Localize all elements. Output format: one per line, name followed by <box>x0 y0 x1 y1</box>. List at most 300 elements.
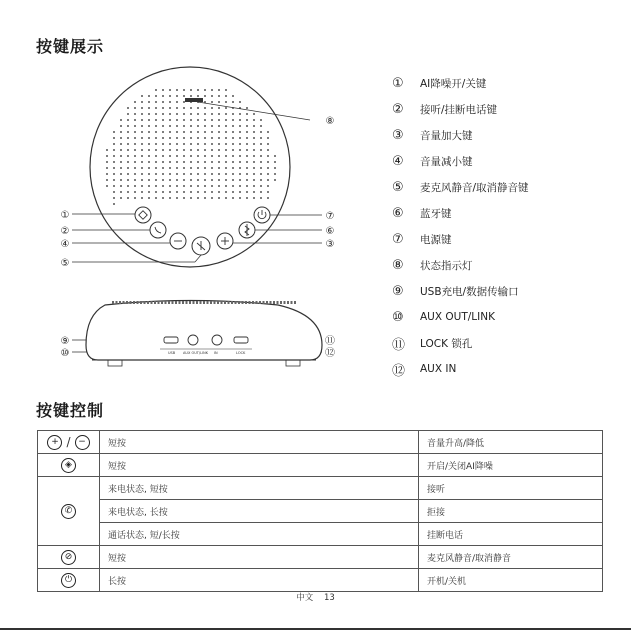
grille-dot <box>155 173 157 175</box>
grille-dot <box>204 197 206 199</box>
grille-dot <box>232 155 234 157</box>
grille-dot <box>120 185 122 187</box>
legend-item <box>392 278 622 304</box>
side-grille-dot <box>137 301 139 304</box>
legend-text: 状态指示灯 <box>420 259 473 272</box>
grille-dot <box>120 143 122 145</box>
legend-number: ④ <box>392 153 404 169</box>
phone-button <box>150 222 166 238</box>
grille-dot <box>260 143 262 145</box>
grille-dot <box>204 173 206 175</box>
grille-dot <box>246 161 248 163</box>
grille-dot <box>183 125 185 127</box>
callout-3: ③ <box>325 239 335 250</box>
grille-dot <box>274 155 276 157</box>
grille-dot <box>134 197 136 199</box>
grille-dot <box>148 143 150 145</box>
legend-text: 电源键 <box>420 233 452 246</box>
grille-dot <box>225 149 227 151</box>
grille-dot <box>190 131 192 133</box>
grille-dot <box>225 173 227 175</box>
grille-dot <box>218 179 220 181</box>
table-cell-condition: 长按 <box>100 569 419 592</box>
grille-dot <box>253 119 255 121</box>
grille-dot <box>127 119 129 121</box>
grille-dot <box>225 95 227 97</box>
grille-dot <box>239 155 241 157</box>
grille-dot <box>218 191 220 193</box>
grille-dot <box>239 197 241 199</box>
grille-dot <box>127 137 129 139</box>
table-row <box>38 454 603 477</box>
grille-dot <box>169 179 171 181</box>
grille-dot <box>162 155 164 157</box>
grille-dot <box>204 119 206 121</box>
grille-dot <box>120 173 122 175</box>
grille-dot <box>169 149 171 151</box>
grille-dot <box>197 125 199 127</box>
grille-dot <box>148 185 150 187</box>
legend-text: AI降噪开/关键 <box>420 77 487 90</box>
side-grille-dot <box>256 301 258 304</box>
grille-dot <box>134 155 136 157</box>
grille-dot <box>211 89 213 91</box>
grille-dot <box>127 161 129 163</box>
legend-number: ⑥ <box>392 205 404 221</box>
grille-dot <box>197 197 199 199</box>
grille-dot <box>204 191 206 193</box>
grille-dot <box>211 161 213 163</box>
grille-dot <box>197 89 199 91</box>
grille-dot <box>239 185 241 187</box>
callout-4: ④ <box>60 239 70 250</box>
grille-dot <box>225 119 227 121</box>
grille-dot <box>162 95 164 97</box>
grille-dot <box>246 191 248 193</box>
grille-dot <box>232 137 234 139</box>
callout-9: ⑨ <box>60 336 70 347</box>
grille-dot <box>183 179 185 181</box>
table-cell-result: 开机/关机 <box>419 569 603 592</box>
table-row <box>38 523 603 546</box>
aux-out-port <box>188 335 198 345</box>
grille-dot <box>204 131 206 133</box>
grille-dot <box>134 185 136 187</box>
grille-dot <box>190 107 192 109</box>
side-grille-dot <box>270 301 272 304</box>
grille-dot <box>176 131 178 133</box>
grille-dot <box>204 149 206 151</box>
legend-number: ⑨ <box>392 283 404 299</box>
grille-dot <box>190 173 192 175</box>
table-cell-condition: 短按 <box>100 431 419 454</box>
grille-dot <box>246 185 248 187</box>
grille-dot <box>141 143 143 145</box>
grille-dot <box>218 155 220 157</box>
grille-dot <box>148 191 150 193</box>
grille-dot <box>225 137 227 139</box>
grille-dot <box>267 185 269 187</box>
grille-dot <box>169 101 171 103</box>
grille-dot <box>183 155 185 157</box>
side-grille-dot <box>144 301 146 304</box>
grille-dot <box>246 137 248 139</box>
grille-dot <box>183 149 185 151</box>
grille-dot <box>183 197 185 199</box>
grille-dot <box>225 113 227 115</box>
volume-down-icon: − <box>75 435 90 450</box>
section-title-display: 按键展示 <box>36 37 105 56</box>
grille-dot <box>106 173 108 175</box>
table-row <box>38 546 603 569</box>
grille-dot <box>106 155 108 157</box>
grille-dot <box>253 173 255 175</box>
grille-dot <box>113 203 115 205</box>
side-grille-dot <box>179 301 181 304</box>
grille-dot <box>260 149 262 151</box>
grille-dot <box>169 131 171 133</box>
grille-dot <box>113 161 115 163</box>
side-grille-dot <box>207 301 209 304</box>
grille-dot <box>218 113 220 115</box>
side-grille-dot <box>259 301 261 304</box>
grille-dot <box>155 185 157 187</box>
grille-dot <box>134 113 136 115</box>
grille-dot <box>218 89 220 91</box>
grille-dot <box>113 185 115 187</box>
grille-dot <box>176 143 178 145</box>
grille-dot <box>232 167 234 169</box>
table-row <box>38 500 603 523</box>
grille-dot <box>253 143 255 145</box>
grille-dot <box>141 185 143 187</box>
grille-dot <box>225 179 227 181</box>
grille-dot <box>190 137 192 139</box>
grille-dot <box>155 95 157 97</box>
grille-dot <box>169 107 171 109</box>
grille-dot <box>204 137 206 139</box>
grille-dot <box>190 149 192 151</box>
callout-8: ⑧ <box>325 116 335 127</box>
grille-dot <box>141 197 143 199</box>
grille-dot <box>197 161 199 163</box>
grille-dot <box>183 167 185 169</box>
legend-number: ⑫ <box>392 363 406 379</box>
grille-dot <box>211 143 213 145</box>
grille-dot <box>162 107 164 109</box>
side-grille-dot <box>196 301 198 304</box>
grille-dot <box>253 167 255 169</box>
grille-dot <box>239 149 241 151</box>
grille-dot <box>183 119 185 121</box>
grille-dot <box>169 185 171 187</box>
legend-item <box>392 200 622 226</box>
grille-dot <box>113 149 115 151</box>
callout-1: ① <box>60 210 70 221</box>
grille-dot <box>120 119 122 121</box>
grille-dot <box>218 173 220 175</box>
grille-dot <box>218 167 220 169</box>
grille-dot <box>246 131 248 133</box>
grille-dot <box>267 197 269 199</box>
grille-dot <box>127 131 129 133</box>
grille-dot <box>211 191 213 193</box>
grille-dot <box>246 107 248 109</box>
grille-dot <box>246 113 248 115</box>
side-grille-dot <box>133 301 135 304</box>
grille-dot <box>260 191 262 193</box>
table-row <box>38 477 603 500</box>
grille-dot <box>253 137 255 139</box>
table-icon-cell <box>38 454 100 477</box>
callout-6: ⑥ <box>325 226 335 237</box>
grille-dot <box>183 101 185 103</box>
grille-dot <box>134 101 136 103</box>
grille-dot <box>274 161 276 163</box>
callout-5: ⑤ <box>60 258 70 269</box>
grille-dot <box>190 161 192 163</box>
callout-2: ② <box>60 226 70 237</box>
grille-dot <box>204 185 206 187</box>
grille-dot <box>197 173 199 175</box>
table-cell-condition: 短按 <box>100 454 419 477</box>
grille-dot <box>218 197 220 199</box>
grille-dot <box>148 119 150 121</box>
grille-dot <box>134 131 136 133</box>
grille-dot <box>148 137 150 139</box>
grille-dot <box>162 125 164 127</box>
grille-dot <box>134 161 136 163</box>
grille-dot <box>260 197 262 199</box>
grille-dot <box>253 131 255 133</box>
grille-dot <box>232 95 234 97</box>
grille-dot <box>232 113 234 115</box>
grille-dot <box>211 125 213 127</box>
grille-dot <box>197 131 199 133</box>
side-grille-dot <box>182 301 184 304</box>
grille-dot <box>239 125 241 127</box>
grille-dot <box>225 161 227 163</box>
grille-dot <box>106 149 108 151</box>
ai-noise-icon: ◈ <box>61 458 76 473</box>
grille-dot <box>134 137 136 139</box>
side-grille-dot <box>294 301 296 304</box>
grille-dot <box>162 161 164 163</box>
grille-dot <box>260 185 262 187</box>
side-grille-dot <box>217 301 219 304</box>
side-grille-dot <box>203 301 205 304</box>
grille-dot <box>246 149 248 151</box>
grille-dot <box>204 113 206 115</box>
grille-dot <box>211 107 213 109</box>
grille-dot <box>176 137 178 139</box>
grille-dot <box>169 167 171 169</box>
grille-dot <box>176 191 178 193</box>
grille-dot <box>155 125 157 127</box>
grille-dot <box>239 173 241 175</box>
grille-dot <box>190 167 192 169</box>
legend-text: 蓝牙键 <box>420 207 452 220</box>
side-grille-dot <box>116 301 118 304</box>
legend-text: 音量加大键 <box>420 129 473 142</box>
grille-dot <box>225 197 227 199</box>
grille-dot <box>253 179 255 181</box>
grille-dot <box>134 149 136 151</box>
grille-dot <box>134 107 136 109</box>
grille-dot <box>183 131 185 133</box>
grille-dot <box>113 173 115 175</box>
side-grille-dot <box>277 301 279 304</box>
grille-dot <box>260 131 262 133</box>
grille-dot <box>218 161 220 163</box>
grille-dot <box>120 191 122 193</box>
grille-dot <box>113 191 115 193</box>
side-grille-dot <box>175 301 177 304</box>
grille-dot <box>155 149 157 151</box>
legend-number: ⑤ <box>392 179 404 195</box>
grille-dot <box>211 95 213 97</box>
grille-dot <box>141 167 143 169</box>
legend-text: LOCK 锁孔 <box>420 337 473 350</box>
grille-dot <box>225 131 227 133</box>
grille-dot <box>176 107 178 109</box>
section-title-control: 按键控制 <box>36 401 105 420</box>
usb-port <box>164 337 178 343</box>
page-footer <box>0 591 631 603</box>
grille-dot <box>106 167 108 169</box>
grille-dot <box>239 191 241 193</box>
grille-dot <box>267 131 269 133</box>
grille-dot <box>120 161 122 163</box>
bottom-rule <box>0 628 631 630</box>
grille-dot <box>197 143 199 145</box>
grille-dot <box>246 143 248 145</box>
side-grille-dot <box>161 301 163 304</box>
grille-dot <box>246 155 248 157</box>
grille-dot <box>134 179 136 181</box>
side-grille-dot <box>168 301 170 304</box>
grille-dot <box>253 125 255 127</box>
grille-dot <box>176 179 178 181</box>
grille-dot <box>218 101 220 103</box>
grille-dot <box>176 119 178 121</box>
side-grille-dot <box>245 301 247 304</box>
legend-text: 音量减小键 <box>420 155 473 168</box>
grille-dot <box>239 179 241 181</box>
grille-dot <box>169 155 171 157</box>
grille-dot <box>162 173 164 175</box>
power-icon: ⏻ <box>61 573 76 588</box>
grille-dot <box>176 125 178 127</box>
grille-dot <box>239 101 241 103</box>
legend-number: ⑦ <box>392 231 404 247</box>
side-grille-dot <box>119 301 121 304</box>
grille-dot <box>232 143 234 145</box>
grille-dot <box>211 179 213 181</box>
grille-dot <box>190 155 192 157</box>
grille-dot <box>190 89 192 91</box>
grille-dot <box>232 125 234 127</box>
grille-dot <box>155 89 157 91</box>
grille-dot <box>218 107 220 109</box>
grille-dot <box>162 113 164 115</box>
grille-dot <box>232 149 234 151</box>
grille-dot <box>176 113 178 115</box>
grille-dot <box>267 179 269 181</box>
grille-dot <box>155 179 157 181</box>
legend-item <box>392 252 622 278</box>
grille-dot <box>197 137 199 139</box>
legend-number: ① <box>392 75 404 91</box>
grille-dot <box>253 149 255 151</box>
grille-dot <box>253 191 255 193</box>
grille-dot <box>260 125 262 127</box>
grille-dot <box>141 179 143 181</box>
grille-dot <box>232 185 234 187</box>
grille-dot <box>253 113 255 115</box>
callout-10: ⑩ <box>60 348 70 359</box>
grille-dot <box>204 143 206 145</box>
grille-dot <box>204 95 206 97</box>
grille-dot <box>162 89 164 91</box>
side-grille-dot <box>273 301 275 304</box>
grille-dot <box>113 197 115 199</box>
grille-dot <box>162 179 164 181</box>
side-grille-dot <box>158 301 160 304</box>
grille-dot <box>155 143 157 145</box>
grille-dot <box>155 137 157 139</box>
grille-dot <box>155 161 157 163</box>
grille-dot <box>274 179 276 181</box>
side-grille-dot <box>252 301 254 304</box>
legend-item <box>392 330 622 356</box>
grille-dot <box>155 113 157 115</box>
grille-dot <box>155 167 157 169</box>
grille-dot <box>155 197 157 199</box>
grille-dot <box>169 113 171 115</box>
side-grille-dot <box>221 301 223 304</box>
legend-item <box>392 96 622 122</box>
grille-dot <box>211 185 213 187</box>
grille-dot <box>197 191 199 193</box>
grille-dot <box>169 137 171 139</box>
grille-dot <box>176 161 178 163</box>
grille-dot <box>253 185 255 187</box>
grille-dot <box>120 197 122 199</box>
grille-dot <box>183 107 185 109</box>
grille-dot <box>225 107 227 109</box>
table-cell-result: 麦克风静音/取消静音 <box>419 546 603 569</box>
grille-dot <box>232 119 234 121</box>
table-cell-result: 拒接 <box>419 500 603 523</box>
grille-dot <box>120 155 122 157</box>
grille-dot <box>176 155 178 157</box>
side-grille-dot <box>235 301 237 304</box>
table-cell-condition: 短按 <box>100 546 419 569</box>
grille-dot <box>162 131 164 133</box>
grille-dot <box>211 149 213 151</box>
status-led <box>185 98 203 102</box>
grille-dot <box>113 179 115 181</box>
grille-dot <box>169 89 171 91</box>
grille-dot <box>148 197 150 199</box>
grille-dot <box>162 197 164 199</box>
legend-item <box>392 70 622 96</box>
grille-dot <box>141 149 143 151</box>
grille-dot <box>267 161 269 163</box>
grille-dot <box>148 161 150 163</box>
grille-dot <box>183 161 185 163</box>
